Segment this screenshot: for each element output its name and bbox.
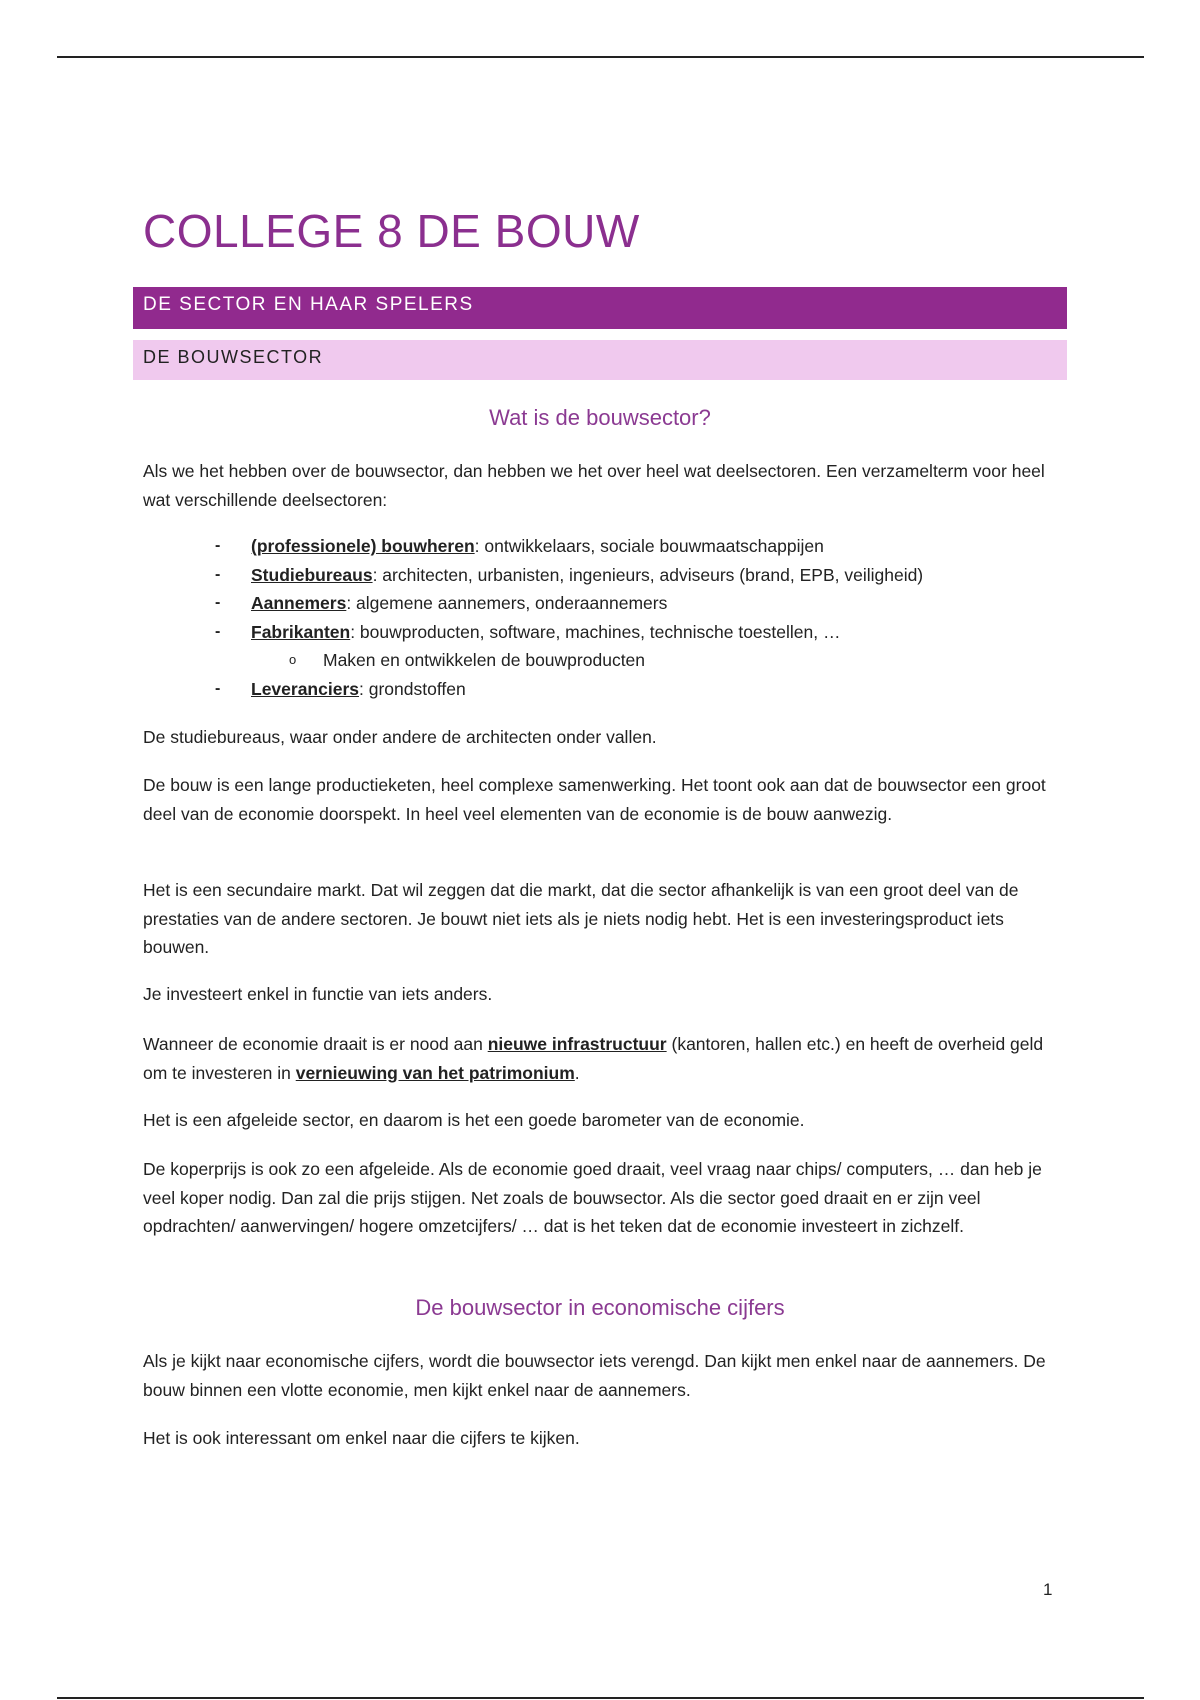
list-term: Studiebureaus <box>251 564 373 585</box>
paragraph-infrastructuur <box>143 1030 1063 1087</box>
list-desc: : grondstoffen <box>359 678 466 699</box>
paragraph-secundaire-markt: Het is een secundaire markt. Dat wil zeggen dat die markt, dat die sector afhankelijk is van een groot deel van de prestaties van de andere sectoren. Je bouwt niet iets als je niets nodig hebt. Het is een investeringsproduct iets bouwen. <box>143 880 1019 957</box>
sub-list-marker: o <box>289 652 297 667</box>
emphasis-infrastructuur: nieuwe infrastructuur <box>487 1034 667 1054</box>
paragraph-interessant: Het is ook interessant om enkel naar die cijfers te kijken. <box>143 1428 580 1448</box>
paragraph-studiebureaus: De studiebureaus, waar onder andere de architecten onder vallen. <box>143 727 657 747</box>
list-term: Aannemers <box>251 593 347 613</box>
list-desc: : architecten, urbanisten, ingenieurs, adviseurs (brand, EPB, veiligheid) <box>372 564 924 585</box>
text-segment: Wanneer de economie draait is er nood aan <box>143 1034 488 1054</box>
heading-sector-players: DE SECTOR EN HAAR SPELERS <box>133 287 1067 329</box>
list-term: Fabrikanten <box>251 621 351 642</box>
list-marker: - <box>215 565 221 583</box>
list-desc: : algemene aannemers, onderaannemers <box>346 593 668 613</box>
list-item <box>143 675 1063 704</box>
list-desc: : ontwikkelaars, sociale bouwmaatschappijen <box>474 536 824 556</box>
list-item <box>143 589 1063 618</box>
sub-list-text: Maken en ontwikkelen de bouwproducten <box>323 650 646 670</box>
list-item <box>143 561 1063 590</box>
list-item <box>143 618 1063 647</box>
list-marker: - <box>215 679 221 697</box>
list-marker: - <box>215 622 221 640</box>
list-marker: - <box>215 537 221 554</box>
page-number: 1 <box>1043 1580 1053 1599</box>
list-term: Leveranciers <box>251 678 359 699</box>
paragraph-barometer: Het is een afgeleide sector, en daarom is het een goede barometer van de economie. <box>143 1110 805 1130</box>
intro-paragraph: Als we het hebben over de bouwsector, dan hebben we het over heel wat deelsectoren. Een verzamelterm voor heel wat verschillende deelsectoren: <box>143 461 1045 510</box>
list-marker: - <box>215 594 221 611</box>
text-segment: (kantoren, hallen etc.) en heeft de overheid geld om te investeren in <box>143 1034 1044 1083</box>
paragraph-productieketen: De bouw is een lange productieketen, heel complexe samenwerking. Het toont ook aan dat de bouwsector een groot deel van de economie doorspekt. In heel veel elementen van de economie is de bouw aanwezig. <box>143 775 1046 824</box>
heading-bouwsector: DE BOUWSECTOR <box>133 340 1067 380</box>
sub-list-item <box>143 646 1063 675</box>
paragraph-aannemers: Als je kijkt naar economische cijfers, wordt die bouwsector iets verengd. Dan kijkt men enkel naar de aannemers. De bouw binnen een vlotte economie, men kijkt enkel naar de aannemers. <box>143 1351 1046 1400</box>
players-list <box>143 532 1063 703</box>
list-term: (professionele) bouwheren <box>251 536 475 556</box>
list-item <box>143 532 1063 561</box>
bottom-rule <box>57 1697 1144 1699</box>
top-rule <box>57 56 1144 58</box>
list-desc: : bouwproducten, software, machines, technische toestellen, … <box>350 621 841 642</box>
section-title-economische-cijfers: De bouwsector in economische cijfers <box>415 1295 785 1320</box>
section-title-wat-is: Wat is de bouwsector? <box>489 405 711 430</box>
text-segment: . <box>574 1062 580 1083</box>
document-title: COLLEGE 8 DE BOUW <box>143 205 640 257</box>
emphasis-patrimonium: vernieuwing van het patrimonium <box>295 1062 575 1083</box>
paragraph-investeert: Je investeert enkel in functie van iets anders. <box>143 984 493 1004</box>
paragraph-koperprijs: De koperprijs is ook zo een afgeleide. Als de economie goed draait, veel vraag naar chips/ computers, … dan heb je veel koper nodig. Dan zal die prijs stijgen. Net zoals de bouwsector. Als die sector goed draait en er zijn veel opdrachten/ aanwervingen/ hogere omzetcijfers/ … dat is het teken dat de economie investeert in zichzelf. <box>143 1159 1042 1236</box>
